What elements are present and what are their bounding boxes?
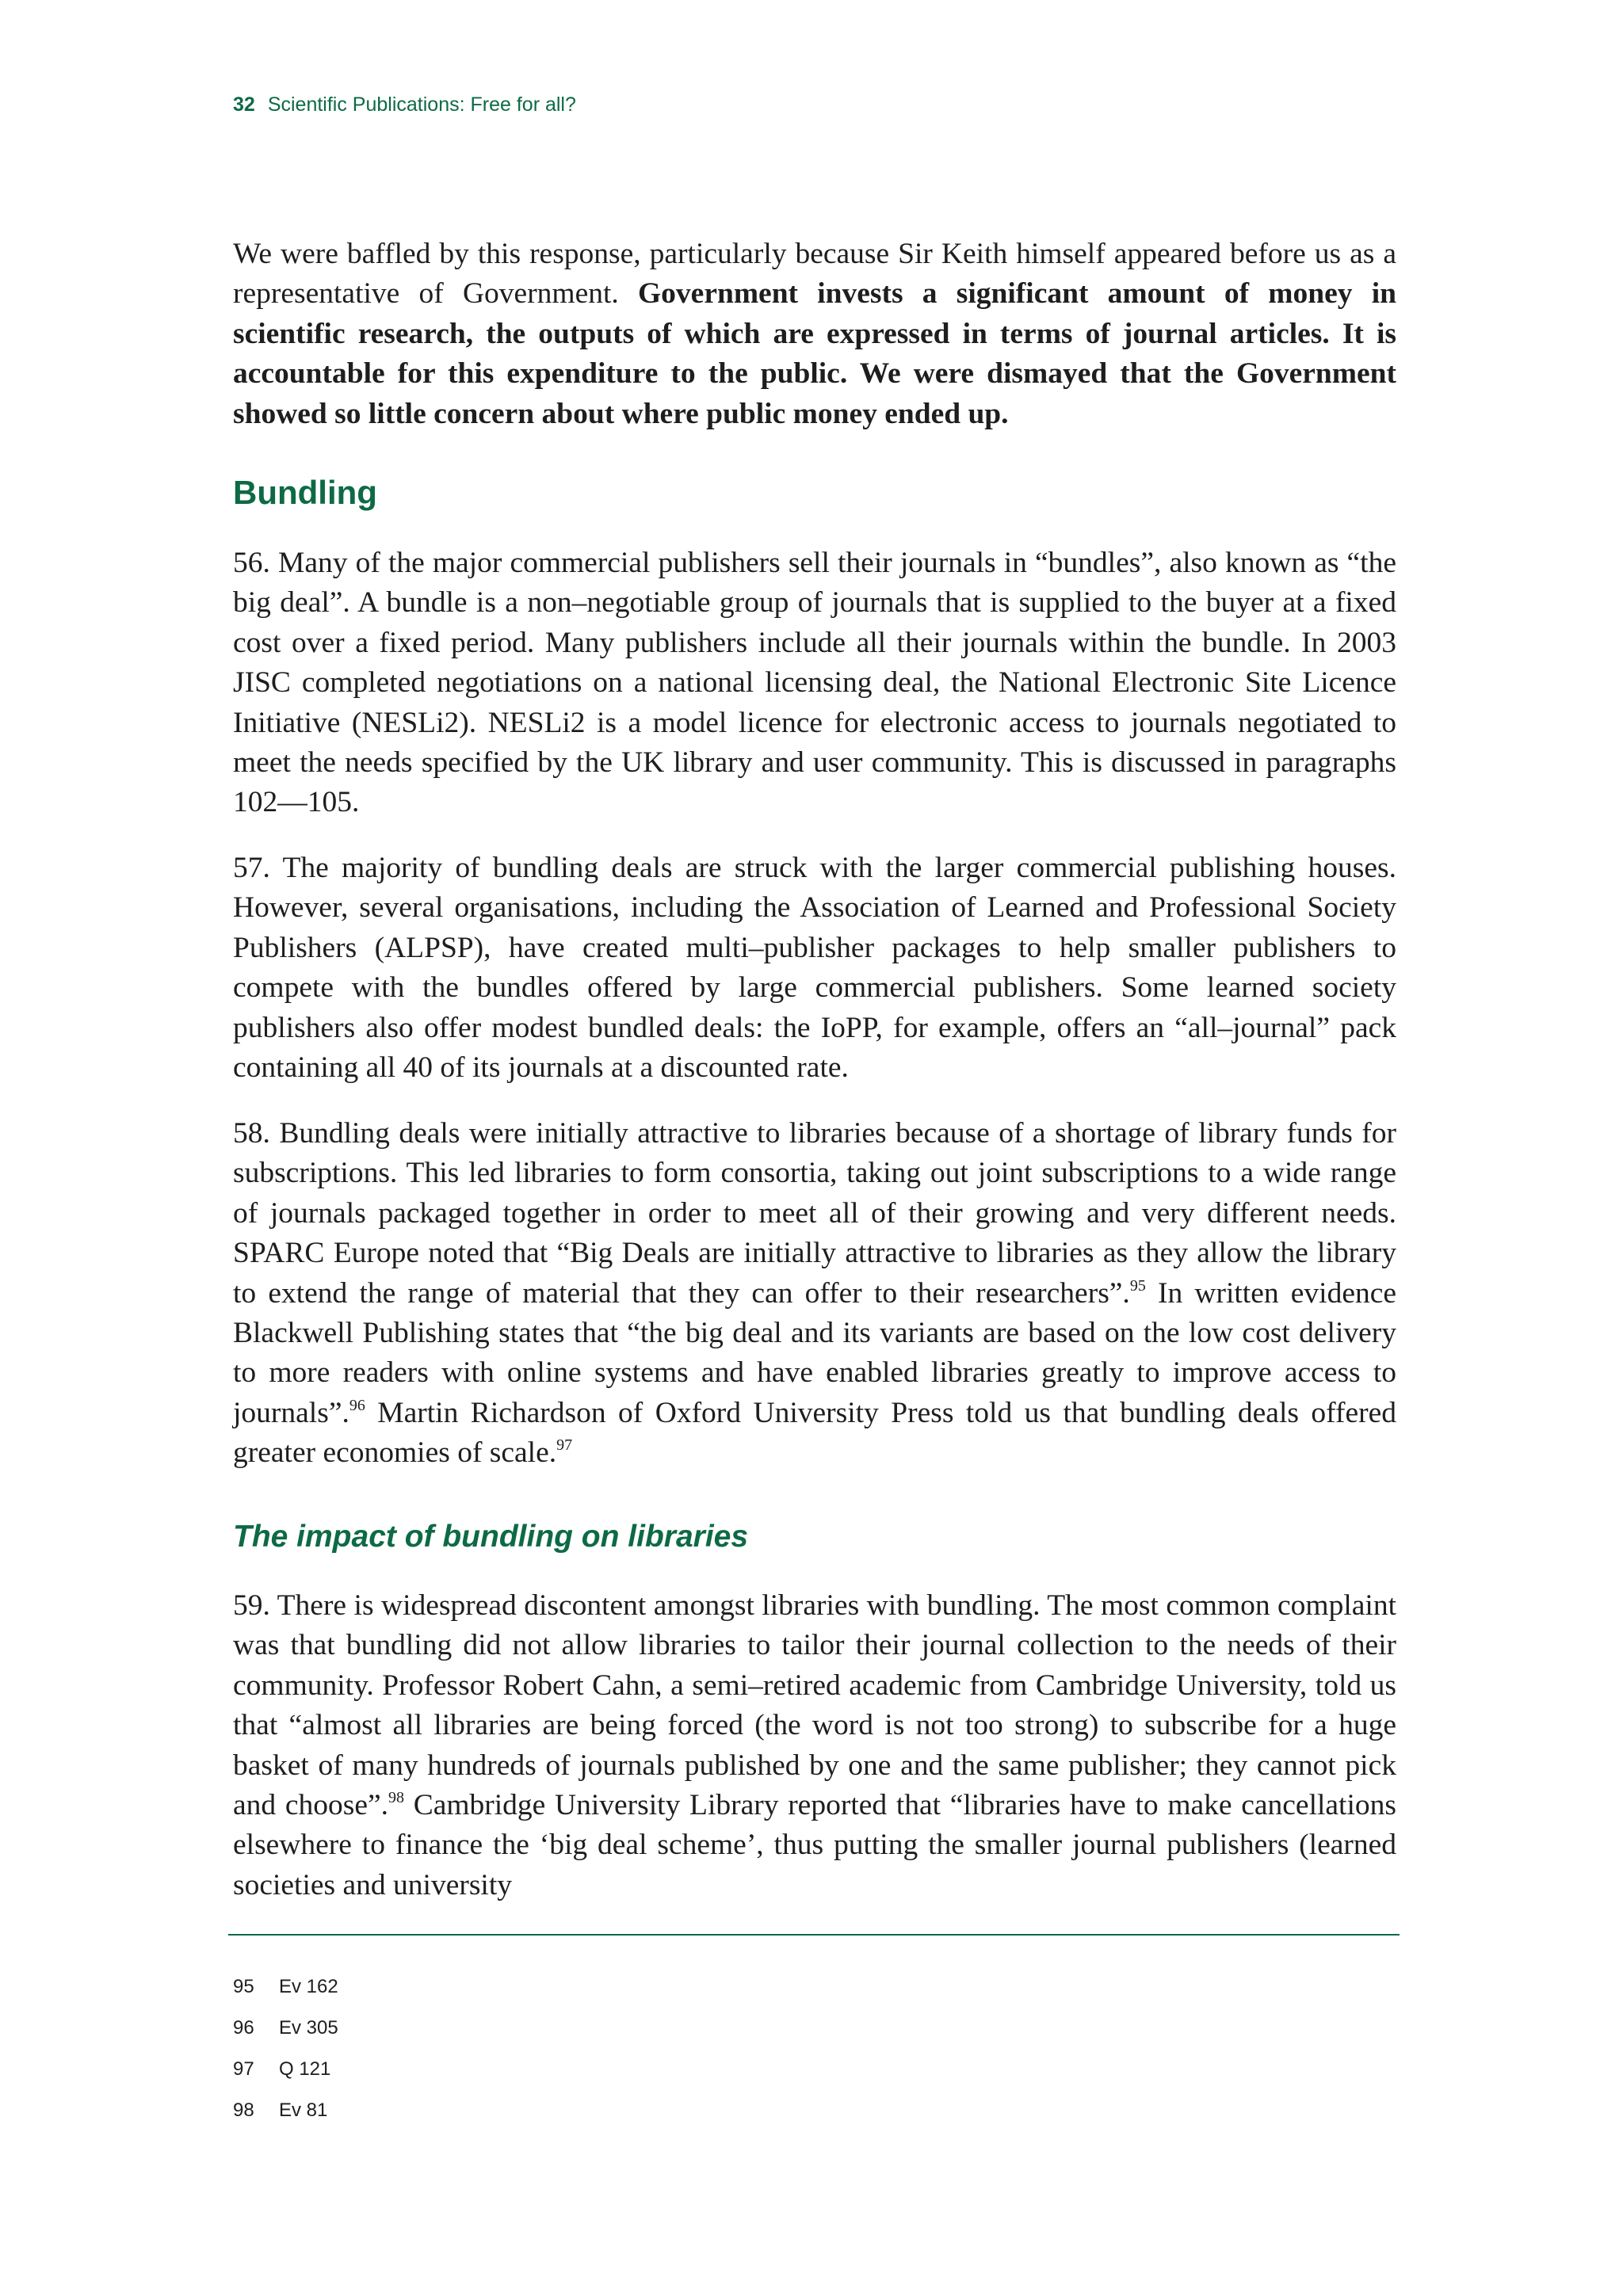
- paragraph-58-text-3: Martin Richardson of Oxford University Press told us that bundling deals offered greater economies of scale.: [233, 1396, 1396, 1470]
- footnote-ref-97[interactable]: 97: [556, 1436, 573, 1455]
- footnote-text: Q 121: [279, 2058, 331, 2080]
- footnote-number: 95: [233, 1976, 254, 1997]
- paragraph-57-text: 57. The majority of bundling deals are struck with the larger commercial publishing houses. However, several organisations, including the Association of Learned and Professional Society Publishers (ALPSP), have created multi–publisher packages to help smaller publishers to compete with the bundles offered by large commercial publishers. Some learned society publishers also offer modest bundled deals: the IoPP, for example, offers an “all–journal” pack containing all 40 of its journals at a discounted rate.: [233, 852, 1396, 1085]
- footnote-text: Ev 81: [279, 2100, 328, 2121]
- footnote-text: Ev 162: [279, 1976, 338, 1997]
- intro-paragraph: [233, 235, 1396, 434]
- footnote-divider: [228, 1934, 1400, 1936]
- footnote-95: [233, 1976, 338, 2017]
- paragraph-57: [233, 849, 1396, 1088]
- section-heading-bundling: Bundling: [233, 474, 377, 511]
- report-title: Scientific Publications: Free for all?: [267, 93, 576, 116]
- paragraph-58: [233, 1114, 1396, 1474]
- intro-conclusion-bold: Government invests a significant amount of money in scientific research, the outputs of which are expressed in terms of journal articles. It is accountable for this expenditure to the public. We were dismayed that the Government showed so little concern about where public money ended up.: [233, 277, 1396, 430]
- paragraph-56: [233, 543, 1396, 823]
- footnote-97: [233, 2058, 338, 2100]
- page-number: 32: [233, 93, 255, 116]
- footnote-98: [233, 2100, 338, 2141]
- paragraph-59: [233, 1586, 1396, 1905]
- paragraph-58-text-1: 58. Bundling deals were initially attractive to libraries because of a shortage of library funds for subscriptions. This led libraries to form consortia, taking out joint subscriptions to a wide range of journals packaged together in order to meet all of their growing and very different needs. SPARC Europe noted that “Big Deals are initially attractive to libraries as they allow the library to extend the range of material that they can offer to their researchers”.: [233, 1117, 1396, 1310]
- intro-plain-text: We were baffled by this response, particularly because Sir Keith himself appeared before us as a representative of Government.: [233, 238, 1396, 311]
- paragraph-59-text-2: Cambridge University Library reported that “libraries have to make cancellations elsewhere to finance the ‘big deal scheme’, thus putting the smaller journal publishers (learned societies and university: [233, 1789, 1396, 1901]
- footnotes: [233, 1976, 338, 2141]
- paragraph-58-text-2: In written evidence Blackwell Publishing states that “the big deal and its variants are based on the low cost delivery to more readers with online systems and have enabled libraries greatly to improve access to journals”.: [233, 1276, 1397, 1429]
- footnote-ref-95[interactable]: 95: [1129, 1276, 1146, 1295]
- running-header: [233, 93, 576, 116]
- footnote-number: 98: [233, 2100, 254, 2121]
- paragraph-59-text-1: 59. There is widespread discontent amongst libraries with bundling. The most common complaint was that bundling did not allow libraries to tailor their journal collection to the needs of their community. Professor Robert Cahn, a semi–retired academic from Cambridge University, told us that “almost all libraries are being forced (the word is not too strong) to subscribe for a huge basket of many hundreds of journals published by one and the same publisher; they cannot pick and choose”.: [233, 1589, 1396, 1822]
- footnote-ref-98[interactable]: 98: [388, 1789, 404, 1807]
- footnote-number: 97: [233, 2058, 254, 2080]
- paragraph-56-text: 56. Many of the major commercial publishers sell their journals in “bundles”, also known as “the big deal”. A bundle is a non–negotiable group of journals that is supplied to the buyer at a fixed cost over a fixed period. Many publishers include all their journals within the bundle. In 2003 JISC completed negotiations on a national licensing deal, the National Electronic Site Licence Initiative (NESLi2). NESLi2 is a model licence for electronic access to journals negotiated to meet the needs specified by the UK library and user community. This is discussed in paragraphs 102—105.: [233, 547, 1396, 819]
- footnote-text: Ev 305: [279, 2017, 338, 2039]
- footnote-96: [233, 2017, 338, 2058]
- footnote-number: 96: [233, 2017, 254, 2039]
- subsection-heading-impact: The impact of bundling on libraries: [233, 1520, 749, 1554]
- footnote-ref-96[interactable]: 96: [349, 1396, 365, 1414]
